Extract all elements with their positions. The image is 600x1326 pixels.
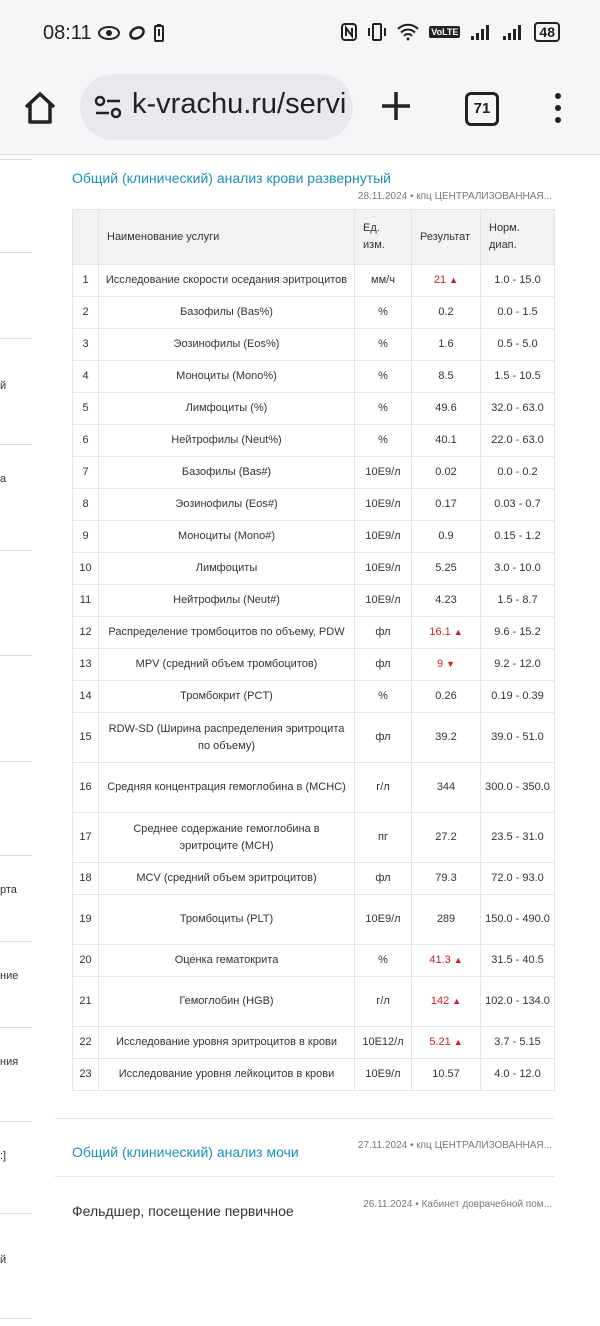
battery-level: 48 (534, 22, 560, 42)
volte-badge: VoLTE (431, 27, 459, 37)
sidebar-item-fragment[interactable]: й (0, 1254, 7, 1266)
unit-value: % (355, 681, 412, 713)
result-value (412, 1059, 481, 1091)
result-value (412, 265, 481, 297)
table-row (73, 393, 555, 425)
row-number: 14 (73, 681, 99, 713)
result-text: 8.5 (438, 370, 454, 382)
sidebar-item-fragment[interactable]: ние (0, 970, 19, 982)
unit-value: % (355, 329, 412, 361)
result-text: 40.1 (435, 434, 457, 446)
service-name: Базофилы (Bas%) (99, 297, 355, 329)
result-text: 16.1 (429, 626, 451, 638)
service-name: Оценка гематокрита (99, 945, 355, 977)
row-number: 4 (73, 361, 99, 393)
service-name: MPV (средний объем тромбоцитов) (99, 649, 355, 681)
header-result: Результат (412, 210, 481, 265)
normal-range: 0.03 - 0.7 (481, 489, 555, 521)
sidebar-divider (0, 761, 32, 762)
unit-value: % (355, 945, 412, 977)
table-row (73, 763, 555, 813)
normal-range: 0.19 - 0.39 (481, 681, 555, 713)
service-name: Эозинофилы (Eos%) (99, 329, 355, 361)
table-row (73, 977, 555, 1027)
result-text: 49.6 (435, 402, 457, 414)
normal-range: 0.15 - 1.2 (481, 521, 555, 553)
signal-icon-2 (502, 24, 524, 40)
blood-test-meta: 28.11.2024 • кпц ЦЕНТРАЛИЗОВАННАЯ... (357, 191, 552, 202)
result-value (412, 649, 481, 681)
row-number: 17 (73, 813, 99, 863)
result-value (412, 521, 481, 553)
result-text: 0.2 (438, 306, 454, 318)
unit-value: 10E9/л (355, 1059, 412, 1091)
row-number: 20 (73, 945, 99, 977)
unit-value: г/л (355, 763, 412, 813)
table-row (73, 521, 555, 553)
sidebar-divider (0, 1318, 32, 1319)
row-number: 15 (73, 713, 99, 763)
row-number: 13 (73, 649, 99, 681)
sidebar-divider (0, 252, 32, 253)
service-name: Лимфоциты (%) (99, 393, 355, 425)
status-time: 08:11 (43, 22, 92, 44)
unit-value: 10E9/л (355, 553, 412, 585)
result-value (412, 361, 481, 393)
sidebar-divider (0, 444, 32, 445)
service-name: Тромбоциты (PLT) (99, 895, 355, 945)
new-tab-icon[interactable] (378, 88, 414, 124)
service-name: Среднее содержание гемоглобина в эритроците (MCH) (99, 813, 355, 863)
row-number: 8 (73, 489, 99, 521)
result-text: 5.21 (429, 1036, 451, 1048)
sidebar-divider (0, 1213, 32, 1214)
site-settings-icon[interactable] (94, 94, 122, 120)
arrow-up-icon: ▲ (449, 275, 459, 285)
service-name: Базофилы (Bas#) (99, 457, 355, 489)
result-text: 79.3 (435, 872, 457, 884)
table-row (73, 553, 555, 585)
sidebar-item-fragment[interactable]: :] (0, 1150, 7, 1162)
signal-icon (470, 24, 492, 40)
normal-range: 9.2 - 12.0 (481, 649, 555, 681)
result-text: 21 (433, 274, 447, 286)
row-number: 7 (73, 457, 99, 489)
overflow-menu-icon[interactable] (548, 90, 568, 126)
unit-value: 10E9/л (355, 585, 412, 617)
result-text: 1.6 (438, 338, 454, 350)
table-row (73, 329, 555, 361)
unit-value: % (355, 393, 412, 425)
normal-range: 1.5 - 10.5 (481, 361, 555, 393)
normal-range: 39.0 - 51.0 (481, 713, 555, 763)
unit-value: мм/ч (355, 265, 412, 297)
browser-toolbar (0, 70, 600, 155)
status-bar (0, 0, 600, 70)
unit-value: % (355, 361, 412, 393)
list-divider (55, 1176, 554, 1177)
row-number: 1 (73, 265, 99, 297)
normal-range: 1.0 - 15.0 (481, 265, 555, 297)
service-name: Тромбокрит (PCT) (99, 681, 355, 713)
result-value (412, 813, 481, 863)
sidebar-divider (0, 855, 32, 856)
sidebar-divider (0, 655, 32, 656)
nfc-icon (341, 23, 357, 41)
table-row (73, 585, 555, 617)
result-text: 39.2 (435, 731, 457, 743)
battery-saver-icon (154, 24, 164, 42)
result-value (412, 1027, 481, 1059)
unit-value: 10E9/л (355, 521, 412, 553)
normal-range: 23.5 - 31.0 (481, 813, 555, 863)
result-value (412, 977, 481, 1027)
row-number: 18 (73, 863, 99, 895)
result-text: 10.57 (432, 1068, 460, 1080)
unit-value: % (355, 297, 412, 329)
result-value (412, 895, 481, 945)
arrow-down-icon: ▼ (446, 659, 456, 669)
service-name: Средняя концентрация гемоглобина в (MCHC) (99, 763, 355, 813)
result-value (412, 553, 481, 585)
arrow-up-icon: ▲ (453, 627, 463, 637)
row-number: 21 (73, 977, 99, 1027)
unit-value: 10E12/л (355, 1027, 412, 1059)
result-value (412, 763, 481, 813)
results-table (72, 209, 554, 1091)
result-text: 41.3 (429, 954, 451, 966)
row-number: 10 (73, 553, 99, 585)
result-text: 289 (436, 913, 456, 925)
sidebar-item-fragment[interactable]: й (0, 380, 7, 392)
status-icons-left (98, 24, 164, 42)
table-row (73, 617, 555, 649)
urine-test-title[interactable]: Общий (клинический) анализ мочи (72, 1144, 299, 1160)
service-name: Моноциты (Mono%) (99, 361, 355, 393)
normal-range: 0.0 - 0.2 (481, 457, 555, 489)
table-row (73, 945, 555, 977)
normal-range: 0.0 - 1.5 (481, 297, 555, 329)
service-name: Лимфоциты (99, 553, 355, 585)
table-row (73, 425, 555, 457)
table-row (73, 813, 555, 863)
header-norm: Норм. диап. (481, 210, 555, 265)
table-row (73, 297, 555, 329)
normal-range: 9.6 - 15.2 (481, 617, 555, 649)
table-row (73, 681, 555, 713)
service-name: Исследование уровня лейкоцитов в крови (99, 1059, 355, 1091)
row-number: 5 (73, 393, 99, 425)
status-icons-right (341, 22, 560, 42)
table-row (73, 1059, 555, 1091)
sidebar-divider (0, 1121, 32, 1122)
result-value (412, 863, 481, 895)
normal-range: 150.0 - 490.0 (481, 895, 555, 945)
result-value (412, 489, 481, 521)
result-value (412, 297, 481, 329)
sidebar-divider (0, 1027, 32, 1028)
service-name: Моноциты (Mono#) (99, 521, 355, 553)
service-name: MCV (средний объем эритроцитов) (99, 863, 355, 895)
table-header-row (73, 210, 555, 265)
result-value (412, 457, 481, 489)
service-name: Эозинофилы (Eos#) (99, 489, 355, 521)
arrow-up-icon: ▲ (453, 1037, 463, 1047)
header-num (73, 210, 99, 265)
row-number: 12 (73, 617, 99, 649)
normal-range: 31.5 - 40.5 (481, 945, 555, 977)
unit-value: 10E9/л (355, 895, 412, 945)
unit-value: 10E9/л (355, 489, 412, 521)
unit-value: пг (355, 813, 412, 863)
sidebar-divider (0, 550, 32, 551)
table-row (73, 489, 555, 521)
service-name: Гемоглобин (HGB) (99, 977, 355, 1027)
normal-range: 102.0 - 134.0 (481, 977, 555, 1027)
normal-range: 22.0 - 63.0 (481, 425, 555, 457)
result-text: 0.26 (435, 690, 457, 702)
unit-value: фл (355, 713, 412, 763)
row-number: 3 (73, 329, 99, 361)
sidebar-item-fragment[interactable]: ния (0, 1056, 19, 1068)
table-row (73, 457, 555, 489)
table-row (73, 1027, 555, 1059)
result-value (412, 585, 481, 617)
result-text: 9 (436, 658, 444, 670)
row-number: 23 (73, 1059, 99, 1091)
sidebar-divider (0, 941, 32, 942)
service-name: Нейтрофилы (Neut%) (99, 425, 355, 457)
vibrate-icon (367, 23, 387, 41)
result-text: 0.02 (435, 466, 457, 478)
normal-range: 72.0 - 93.0 (481, 863, 555, 895)
row-number: 6 (73, 425, 99, 457)
table-row (73, 361, 555, 393)
unit-value: фл (355, 863, 412, 895)
row-number: 19 (73, 895, 99, 945)
result-text: 0.9 (438, 530, 454, 542)
tab-switcher-button[interactable]: 71 (465, 92, 499, 126)
service-name: RDW-SD (Ширина распределения эритроцита по объему) (99, 713, 355, 763)
sidebar-divider (0, 338, 32, 339)
home-icon[interactable] (20, 88, 60, 128)
unit-value: фл (355, 617, 412, 649)
sidebar-fragment (0, 155, 34, 1326)
row-number: 16 (73, 763, 99, 813)
table-row (73, 895, 555, 945)
normal-range: 300.0 - 350.0 (481, 763, 555, 813)
result-value (412, 617, 481, 649)
unit-value: 10E9/л (355, 457, 412, 489)
table-row (73, 863, 555, 895)
unit-value: % (355, 425, 412, 457)
blood-test-title[interactable]: Общий (клинический) анализ крови развернутый (72, 170, 391, 186)
sync-icon (128, 25, 146, 41)
sidebar-item-fragment[interactable]: рта (0, 884, 17, 896)
table-row (73, 713, 555, 763)
result-text: 344 (436, 781, 456, 793)
row-number: 2 (73, 297, 99, 329)
normal-range: 4.0 - 12.0 (481, 1059, 555, 1091)
normal-range: 3.7 - 5.15 (481, 1027, 555, 1059)
sidebar-item-fragment[interactable]: а (0, 473, 7, 485)
table-row (73, 265, 555, 297)
sidebar-divider (0, 159, 32, 160)
url-text[interactable]: k-vrachu.ru/servi (132, 88, 347, 120)
result-text: 27.2 (435, 831, 457, 843)
row-number: 22 (73, 1027, 99, 1059)
url-bar[interactable] (80, 74, 353, 140)
header-name: Наименование услуги (99, 210, 355, 265)
wifi-icon (397, 23, 419, 41)
arrow-up-icon: ▲ (453, 955, 463, 965)
urine-test-meta: 27.11.2024 • кпц ЦЕНТРАЛИЗОВАННАЯ... (357, 1140, 552, 1151)
normal-range: 0.5 - 5.0 (481, 329, 555, 361)
result-value (412, 681, 481, 713)
service-name: Исследование уровня эритроцитов в крови (99, 1027, 355, 1059)
list-divider (55, 1118, 554, 1119)
result-text: 4.23 (435, 594, 457, 606)
result-value (412, 425, 481, 457)
service-name: Распределение тромбоцитов по объему, PDW (99, 617, 355, 649)
header-unit: Ед. изм. (355, 210, 412, 265)
result-text: 142 (430, 995, 450, 1007)
row-number: 11 (73, 585, 99, 617)
result-text: 5.25 (435, 562, 457, 574)
feldsher-visit-title[interactable]: Фельдшер, посещение первичное (72, 1203, 294, 1219)
service-name: Исследование скорости оседания эритроцитов (99, 265, 355, 297)
result-text: 0.17 (435, 498, 457, 510)
normal-range: 32.0 - 63.0 (481, 393, 555, 425)
result-value (412, 393, 481, 425)
unit-value: фл (355, 649, 412, 681)
result-value (412, 713, 481, 763)
unit-value: г/л (355, 977, 412, 1027)
feldsher-visit-meta: 26.11.2024 • Кабинет доврачебной пом... (363, 1199, 552, 1210)
eye-icon (98, 25, 120, 41)
result-value (412, 945, 481, 977)
row-number: 9 (73, 521, 99, 553)
table-row (73, 649, 555, 681)
result-value (412, 329, 481, 361)
arrow-up-icon: ▲ (452, 996, 462, 1006)
normal-range: 1.5 - 8.7 (481, 585, 555, 617)
service-name: Нейтрофилы (Neut#) (99, 585, 355, 617)
normal-range: 3.0 - 10.0 (481, 553, 555, 585)
